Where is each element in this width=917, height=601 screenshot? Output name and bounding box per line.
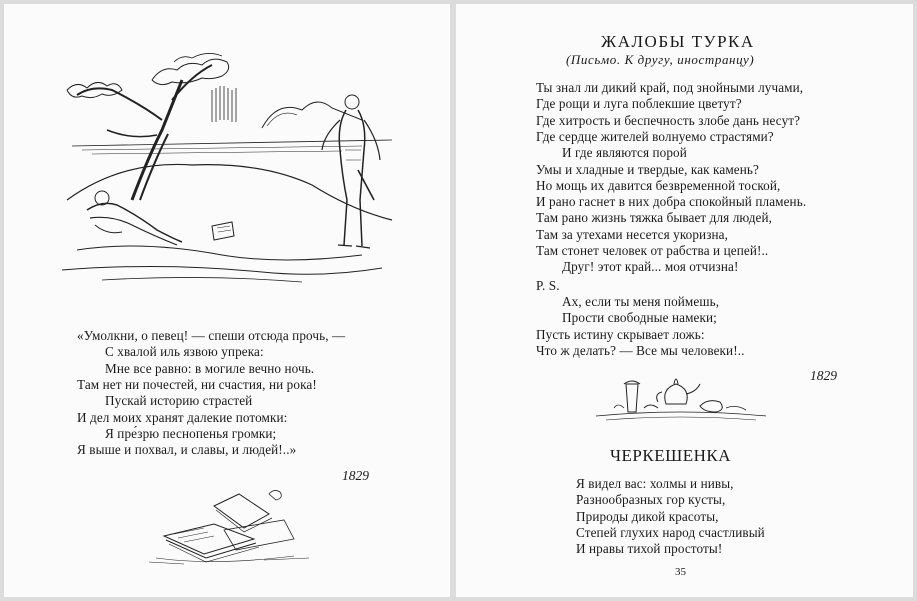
right-page — [456, 4, 913, 597]
poem-line: Умы и хладные и твердые, как камень? — [536, 161, 759, 177]
engraving-illustration — [62, 50, 402, 286]
poem1-subtitle: (Письмо. К другу, иностранцу) — [566, 52, 755, 67]
poem-line: Где рощи и луга поблекшие цветут? — [536, 96, 742, 112]
poem-line: Разнообразных гор кусты, — [576, 492, 726, 508]
poem-line: Где хитрость и беспечность злобе дань несут? — [536, 112, 801, 128]
poem-line: Пусть истину скрывает ложь: — [536, 326, 705, 342]
poem2-title: ЧЕРКЕШЕНКА — [610, 446, 732, 465]
poem1-year: 1829 — [810, 368, 837, 383]
poem-line: Я пре́зрю песнопенья громки; — [105, 425, 277, 441]
poem-line: Прости свободные намеки; — [562, 310, 717, 326]
books-vignette — [144, 484, 314, 574]
poem-line: И нравы тихой простоты! — [576, 541, 723, 557]
poem-line: Я выше и похвал, и славы, и людей!..» — [77, 442, 297, 458]
poem-line: Мне все равно: в могиле вечно ночь. — [105, 360, 315, 376]
left-poem-year: 1829 — [342, 468, 369, 483]
poem-line: Друг! этот край... моя отчизна! — [562, 259, 739, 275]
teapot-vignette — [596, 364, 766, 426]
poem-line: Ты знал ли дикий край, под знойными лучами, — [536, 80, 804, 95]
poem-line: Я видел вас: холмы и нивы, — [576, 476, 734, 491]
ps-label: P. S. — [536, 278, 560, 293]
poem-line: Там за утехами несется укоризна, — [536, 226, 729, 242]
poem-line: С хвалой иль язвою упрека: — [105, 344, 264, 360]
poem-line: Что ж делать? — Все мы человеки!.. — [536, 342, 745, 358]
poem-line: Но мощь их давится безвременной тоской, — [536, 177, 781, 193]
poem-line: Ах, если ты меня поймешь, — [562, 294, 720, 309]
poem-line: «Умолкни, о певец! — спеши отсюда прочь, — — [77, 328, 346, 343]
poem-line: Там нет ни почестей, ни счастия, ни рока! — [77, 376, 317, 392]
poem-line: Природы дикой красоты, — [576, 508, 719, 524]
poem-line: Там рано жизнь тяжка бывает для людей, — [536, 210, 773, 226]
poem-line: И рано гаснет в них добра спокойный пламень. — [536, 194, 807, 210]
poem-line: Степей глухих народ счастливый — [576, 524, 765, 540]
poem-line: Где сердце жителей волнуемо страстями? — [536, 128, 774, 144]
poem-line: И где являются порой — [562, 145, 687, 161]
poem-line: Пускай историю страстей — [105, 393, 253, 409]
poem1-title: ЖАЛОБЫ ТУРКА — [601, 32, 755, 51]
left-page — [4, 4, 450, 597]
page-number: 35 — [675, 566, 686, 578]
poem-line: И дел моих хранят далекие потомки: — [77, 409, 288, 425]
poem-line: Там стонет человек от рабства и цепей!.. — [536, 243, 769, 258]
